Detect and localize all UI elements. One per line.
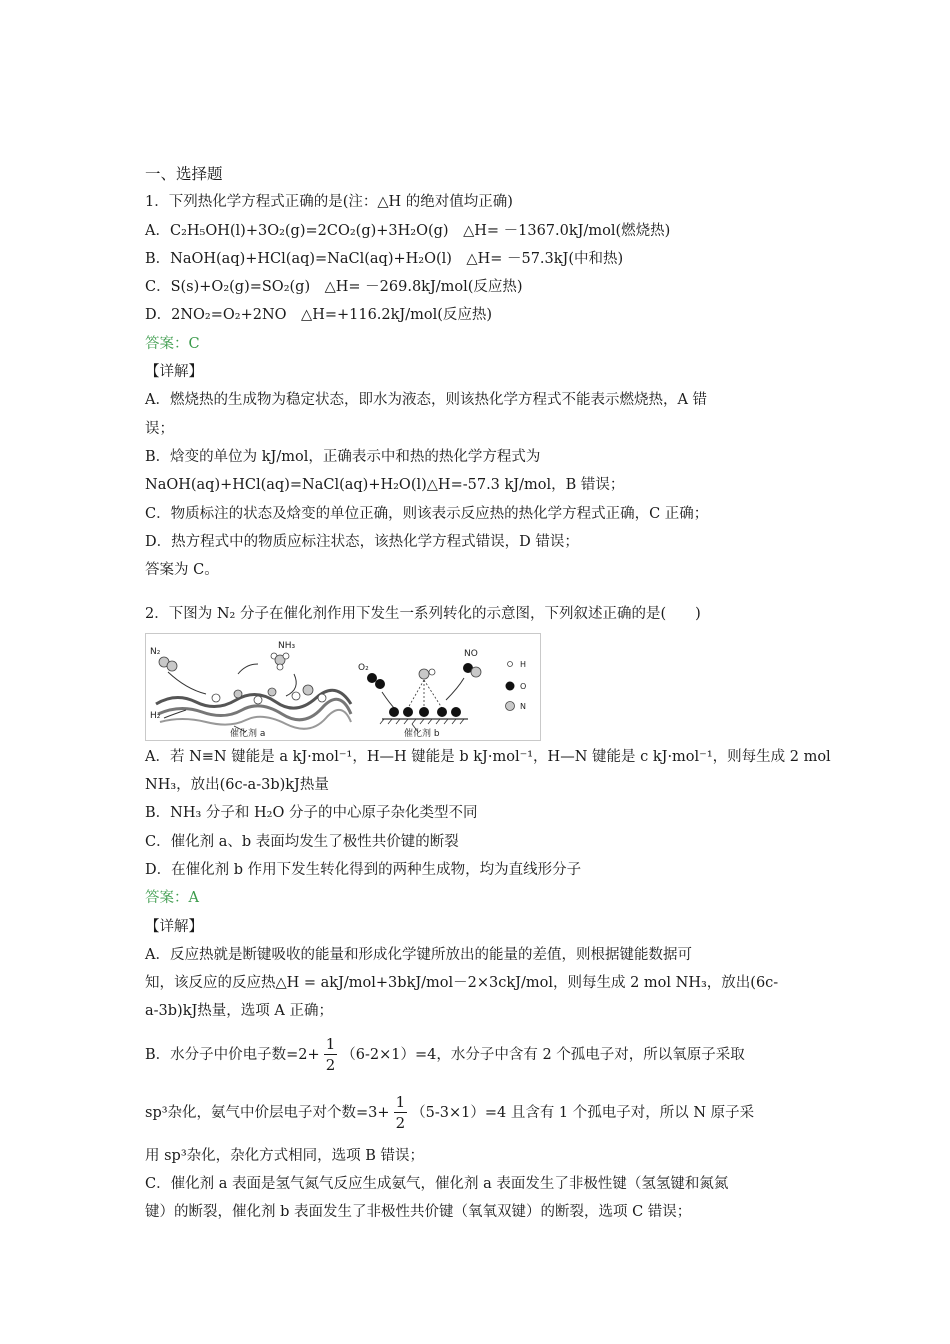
q2-detail-a: 知，该反应的反应热△H = akJ/mol+3bkJ/mol－2×3ckJ/mol，则每生成 2 mol NH₃，放出(6c- xyxy=(145,975,779,992)
q1-detail-line: NaOH(aq)+HCl(aq)=NaCl(aq)+H₂O(l)△H=-57.3 kJ/mol，B 错误； xyxy=(145,477,625,494)
q2-detail-a: A．反应热就是断键吸收的能量和形成化学键所放出的能量的差值，则根据键能数据可 xyxy=(145,946,692,963)
document-page xyxy=(145,160,831,1227)
q2-option-c: C．催化剂 a、b 表面均发生了极性共价键的断裂 xyxy=(145,833,459,850)
legend-n: N xyxy=(520,701,526,711)
q1-detail-line: A．燃烧热的生成物为稳定状态，即水为液态，则该热化学方程式不能表示燃烧热，A 错 xyxy=(145,392,708,409)
catalyst-figure xyxy=(145,633,541,741)
q2-detail-b3: 用 sp³杂化，杂化方式相同，选项 B 错误； xyxy=(145,1147,425,1164)
q2-detail-b1-post: （6-2×1）=4，水分子中含有 2 个孤电子对，所以氧原子采取 xyxy=(341,1046,745,1063)
q1-option-c: C．S(s)+O₂(g)=SO₂(g) △H= －269.8kJ/mol(反应热) xyxy=(145,279,523,296)
q2-detail-b2-post: （5-3×1）=4 且含有 1 个孤电子对，所以 N 原子采 xyxy=(411,1104,755,1121)
q1-detail-line: 答案为 C。 xyxy=(145,562,219,579)
label-nh3: NH₃ xyxy=(278,640,296,651)
question-2-stem: 2．下图为 N₂ 分子在催化剂作用下发生一系列转化的示意图，下列叙述正确的是( ) xyxy=(145,606,701,623)
legend-o-icon xyxy=(506,681,515,690)
q2-detail-a: a-3b)kJ热量，选项 A 正确； xyxy=(145,1003,333,1020)
q2-detail-b2-pre: sp³杂化，氨气中价层电子对个数=3+ xyxy=(145,1104,390,1121)
label-no: NO xyxy=(464,648,478,659)
q2-detail-c: C．催化剂 a 表面是氢气氮气反应生成氨气，催化剂 a 表面发生了非极性键（氢氢键和氮氮 xyxy=(145,1176,729,1193)
legend-h: H xyxy=(520,659,527,669)
label-catalyst-b: 催化剂 b xyxy=(404,728,440,739)
q1-detail-heading: 【详解】 xyxy=(145,364,203,381)
q1-answer: 答案：C xyxy=(145,335,200,352)
question-1-stem: 1．下列热化学方程式正确的是(注：△H 的绝对值均正确) xyxy=(145,194,513,211)
legend-n-icon xyxy=(506,701,515,710)
q2-detail-b-line2 xyxy=(145,1084,815,1142)
q2-option-a: A．若 N≡N 键能是 a kJ·mol⁻¹，H—H 键能是 b kJ·mol⁻¹，H—N 键能是 c kJ·mol⁻¹，则每生成 2 mol xyxy=(145,748,831,765)
q1-option-d: D．2NO₂=O₂+2NO △H=+116.2kJ/mol(反应热) xyxy=(145,307,493,324)
q2-detail-b1-pre: B．水分子中价电子数=2+ xyxy=(145,1046,320,1063)
q2-detail-heading: 【详解】 xyxy=(145,918,203,935)
label-n2: N₂ xyxy=(150,646,161,657)
q1-detail-line: B．焓变的单位为 kJ/mol，正确表示中和热的热化学方程式为 xyxy=(145,448,541,465)
legend-o: O xyxy=(520,681,527,691)
q2-option-a-cont: NH₃，放出(6c-a-3b)kJ热量 xyxy=(145,777,329,794)
q1-option-a: A．C₂H₅OH(l)+3O₂(g)=2CO₂(g)+3H₂O(g) △H= －1367.0kJ/mol(燃烧热) xyxy=(145,222,671,239)
q2-detail-c: 键）的断裂，催化剂 b 表面发生了非极性共价键（氧氧双键）的断裂，选项 C 错误； xyxy=(145,1204,692,1221)
fraction-half: $\frac{1}{2}$ xyxy=(325,1035,336,1075)
label-h2: H₂ xyxy=(150,710,161,721)
q2-option-d: D．在催化剂 b 作用下发生转化得到的两种生成物，均为直线形分子 xyxy=(145,861,582,878)
q1-detail-line: C．物质标注的状态及焓变的单位正确，则该表示反应热的热化学方程式正确，C 正确； xyxy=(145,505,709,522)
legend-h-icon xyxy=(508,661,513,666)
label-catalyst-a: 催化剂 a xyxy=(230,728,266,739)
label-o2: O₂ xyxy=(358,662,369,673)
section-title: 一、选择题 xyxy=(145,165,223,183)
q1-detail-line: 误； xyxy=(145,420,174,437)
catalyst-diagram xyxy=(146,634,540,740)
q2-detail-b-line1 xyxy=(145,1026,815,1084)
fraction-half: $\frac{1}{2}$ xyxy=(395,1093,406,1133)
q2-answer: 答案：A xyxy=(145,890,199,907)
arrow-icon xyxy=(168,672,206,694)
q1-detail-line: D．热方程式中的物质应标注状态，该热化学方程式错误，D 错误； xyxy=(145,533,579,550)
q2-option-b: B．NH₃ 分子和 H₂O 分子的中心原子杂化类型不同 xyxy=(145,805,478,822)
q1-option-b: B．NaOH(aq)+HCl(aq)=NaCl(aq)+H₂O(l) △H= －57.3kJ(中和热) xyxy=(145,250,624,267)
